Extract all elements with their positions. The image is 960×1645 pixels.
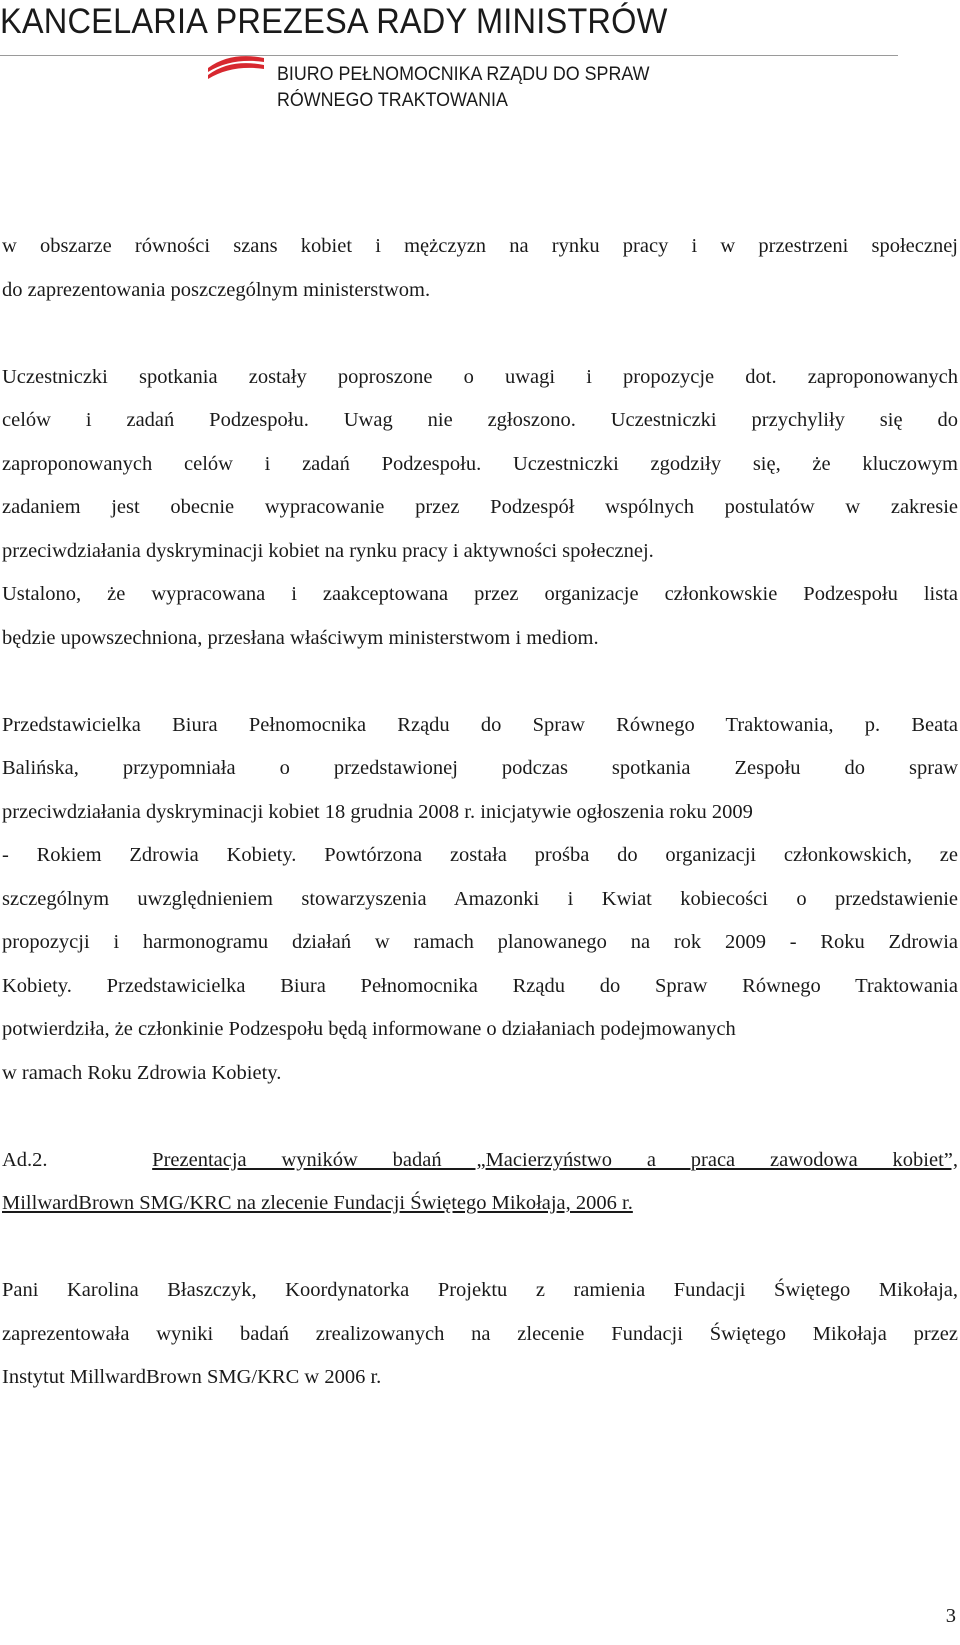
agenda-heading-line-1 [2,1139,958,1183]
text-line: do zaprezentowania poszczególnym ministerstwom. [2,278,431,301]
text-line: przeciwdziałania dyskryminacji kobiet 18 grudnia 2008 r. inicjatywie ogłoszenia roku 2009 [2,800,753,823]
text-line: w obszarze równości szans kobiet i mężczyzn na rynku pracy i w przestrzeni społecznej [2,235,958,257]
flag-logo-icon [206,50,266,84]
office-subtitle [277,62,649,114]
text-line: celów i zadań Podzespołu. Uwag nie zgłoszono. Uczestniczki przychyliły się do [2,409,958,431]
document-body [2,225,958,1400]
text-line: będzie upowszechniona, przesłana właściwym ministerstwom i mediom. [2,626,599,649]
office-subtitle-line-1: BIURO PEŁNOMOCNIKA RZĄDU DO SPRAW [277,64,650,85]
page-number: 3 [945,1605,956,1627]
text-line: Przedstawicielka Biura Pełnomocnika Rządu do Spraw Równego Traktowania, p. Beata [2,713,958,736]
agenda-number: Ad.2. [2,1148,48,1171]
office-subtitle-line-2: RÓWNEGO TRAKTOWANIA [277,90,508,111]
agenda-item-2 [2,1139,958,1226]
text-line: zaproponowanych celów i zadań Podzespołu. Uczestniczki zgodziły się, że kluczowym [2,452,958,475]
header-divider [0,55,898,56]
text-line: zaprezentowała wyniki badań zrealizowanych na zlecenie Fundacji Świętego Mikołaja przez [2,1322,958,1345]
text-line: Ustalono, że wypracowana i zaakceptowana przez organizacje członkowskie Podzespołu lista [2,583,958,605]
text-line: Instytut MillwardBrown SMG/KRC w 2006 r. [2,1366,382,1388]
text-line: przeciwdziałania dyskryminacji kobiet na rynku pracy i aktywności społecznej. [2,539,654,562]
text-line: zadaniem jest obecnie wypracowanie przez Podzespół wspólnych postulatów w zakresie [2,496,958,518]
text-line: Pani Karolina Błaszczyk, Koordynatorka Projektu z ramienia Fundacji Świętego Mikołaja, [2,1279,958,1301]
text-line: propozycji i harmonogramu działań w ramach planowanego na rok 2009 - Roku Zdrowia [2,931,958,953]
agenda-title-line-2: MillwardBrown SMG/KRC na zlecenie Fundacji Świętego Mikołaja, 2006 r. [2,1192,633,1214]
paragraph-spacer [2,312,958,356]
agenda-heading-line-2 [2,1182,958,1226]
text-line: - Rokiem Zdrowia Kobiety. Powtórzona została prośba do organizacji członkowskich, ze [2,844,958,866]
paragraph-2 [2,356,958,661]
paragraph-spacer [2,1095,958,1139]
text-line: potwierdziła, że członkinie Podzespołu będą informowane o działaniach podejmowanych [2,1018,736,1040]
paragraph-3 [2,704,958,1096]
organization-title: KANCELARIA PREZESA RADY MINISTRÓW [0,2,668,41]
paragraph-1 [2,225,958,312]
paragraph-spacer [2,660,958,704]
paragraph-spacer [2,1226,958,1270]
letterhead [0,0,960,120]
paragraph-4 [2,1269,958,1400]
text-line: Balińska, przypomniała o przedstawionej podczas spotkania Zespołu do spraw [2,757,958,779]
text-line: Uczestniczki spotkania zostały poproszone o uwagi i propozycje dot. zaproponowanych [2,365,958,388]
text-line: Kobiety. Przedstawicielka Biura Pełnomocnika Rządu do Spraw Równego Traktowania [2,974,958,997]
text-line: szczególnym uwzględnieniem stowarzyszenia Amazonki i Kwiat kobiecości o przedstawienie [2,887,958,910]
text-line: w ramach Roku Zdrowia Kobiety. [2,1061,282,1084]
agenda-title-line-1: Prezentacja wyników badań „Macierzyństwo a praca zawodowa kobiet”, [152,1148,959,1171]
